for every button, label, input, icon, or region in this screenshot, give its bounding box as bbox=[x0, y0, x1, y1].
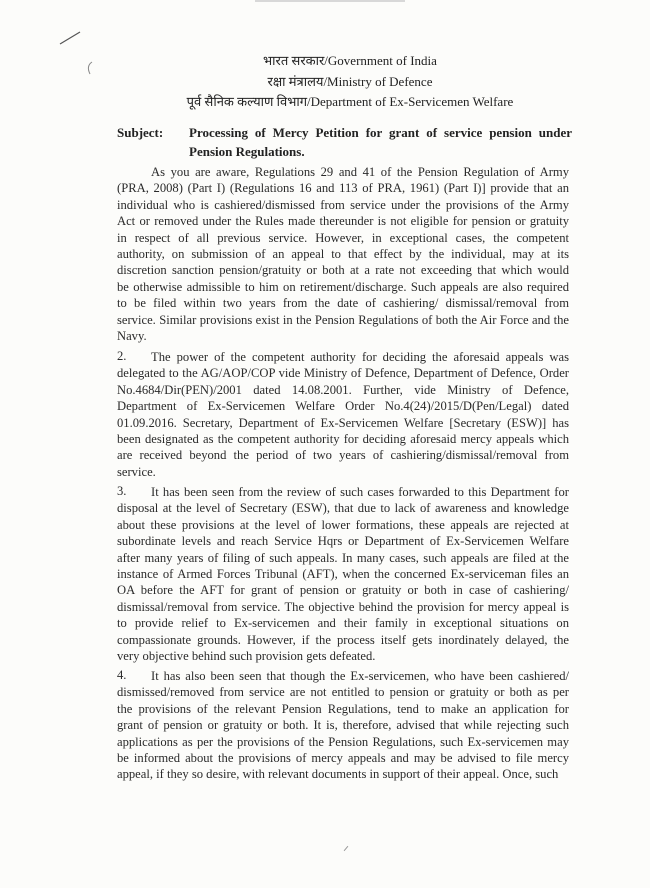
text-line: dismissed/removed from service are not entitled to pension or gratuity or both as per bbox=[117, 685, 569, 700]
text-line: be otherwise admissible to him on retirement/discharge. Such appeals are also required bbox=[117, 279, 569, 294]
text-line: discretion sanction pension/gratuity or both at a rate not exceeding that which would bbox=[117, 263, 569, 278]
paragraph-number: 3. bbox=[117, 484, 127, 498]
subject-text bbox=[189, 125, 572, 163]
text-line: As you are aware, Regulations 29 and 41 of the Pension Regulation of Army bbox=[151, 165, 569, 179]
scan-edge-mark bbox=[255, 0, 405, 2]
scan-speck bbox=[344, 846, 349, 851]
text-line: to be filed within two years from the date of cashiering/ dismissal/removal from bbox=[117, 296, 569, 311]
text-line: It has also been seen that though the Ex-servicemen, who have been cashiered/ bbox=[151, 669, 569, 683]
text-line: delegated to the AG/AOP/COP vide Ministry of Defence, Department of Defence, Order bbox=[117, 366, 569, 381]
text-line: The power of the competent authority for deciding the aforesaid appeals was bbox=[151, 350, 569, 364]
text-line: service. Similar provisions exist in the Pension Regulations of both the Air Force and the bbox=[117, 312, 569, 327]
text-line: applications as per the provisions of the Pension Regulations, such Ex-servicemen may bbox=[117, 734, 569, 749]
text-line: to provide relief to Ex-servicemen and their family in exceptional situations on bbox=[117, 616, 569, 631]
text-line: Navy. bbox=[117, 328, 147, 343]
header-line-government: भारत सरकार/Government of India bbox=[263, 53, 437, 68]
text-line: instance of Armed Forces Tribunal (AFT), when the concerned Ex-serviceman files an bbox=[117, 566, 569, 581]
text-line: individual who is cashiered/dismissed from service under the provisions of the Army bbox=[117, 197, 569, 212]
text-line: 01.09.2016. Secretary, Department of Ex-Servicemen Welfare [Secretary (ESW)] has bbox=[117, 415, 569, 430]
subject-line: Pension Regulations. bbox=[189, 144, 305, 159]
paragraph-4 bbox=[117, 668, 569, 783]
text-line: the provisions of the relevant Pension Regulations, tend to make an application for bbox=[117, 701, 569, 716]
text-line: No.4684/Dir(PEN)/2001 dated 14.08.2001. Further, vide Ministry of Defence, bbox=[117, 382, 569, 397]
text-line: Department of Ex-Servicemen Welfare Order No.4(24)/2015/D(Pen/Legal) dated bbox=[117, 399, 569, 414]
header-line-department: पूर्व सैनिक कल्याण विभाग/Department of Ex-Servicemen Welfare bbox=[186, 94, 514, 109]
text-line: disposal at the level of Secretary (ESW), that due to lack of awareness and knowledge bbox=[117, 501, 569, 516]
header-line-ministry: रक्षा मंत्रालय/Ministry of Defence bbox=[267, 74, 433, 89]
text-line: dismissal/removal from service. The objective behind the provision for mercy appeal is bbox=[117, 599, 569, 614]
text-line: grant of pension or gratuity or both. It is, therefore, advised that while rejecting such bbox=[117, 718, 569, 733]
text-line: be informed about the provisions of mercy appeals and may be advised to file mercy bbox=[117, 750, 569, 765]
paragraph-1 bbox=[117, 164, 569, 344]
paragraph-3 bbox=[117, 484, 569, 664]
text-line: authority, on submission of an appeal to that effect by the individual, may at its bbox=[117, 246, 569, 261]
text-line: are received beyond the period of two years of cashiering/dismissal/removal from bbox=[117, 448, 569, 463]
subject-line: Processing of Mercy Petition for grant of service pension under bbox=[189, 125, 572, 140]
text-line: appeal, if they so desire, with relevant documents in support of their appeal. Once, such bbox=[117, 767, 559, 782]
text-line: OA before the AFT for grant of pension or gratuity or both in case of cashiering/ bbox=[117, 583, 569, 598]
text-line: been designated as the competent authority for deciding aforesaid mercy appeals which bbox=[117, 431, 569, 446]
text-line: (PRA, 2008) (Part I) (Regulations 16 and 113 of PRA, 1961) (Part I)] provide that an bbox=[117, 181, 569, 196]
text-line: after many years of filing of such appeals. In many cases, such appeals are filed at the bbox=[117, 550, 569, 565]
paragraph-2 bbox=[117, 349, 569, 480]
text-line: in respect of all previous service. However, in exceptional cases, the competent bbox=[117, 230, 569, 245]
text-line: compassionate grounds. However, if the process itself gets inordinately delayed, the bbox=[117, 632, 569, 647]
paragraph-number: 4. bbox=[117, 668, 127, 682]
text-line: Act or removed under the Rules made thereunder is not eligible for pension or gratuity bbox=[117, 214, 569, 229]
text-line: about these provisions at the level of lower formations, these appeals are rejected at bbox=[117, 517, 569, 532]
paragraph-number: 2. bbox=[117, 349, 127, 363]
text-line: very objective behind such provision gets defeated. bbox=[117, 648, 376, 663]
text-line: It has been seen from the review of such cases forwarded to this Department for bbox=[151, 485, 569, 499]
text-line: service. bbox=[117, 464, 156, 479]
subject-label: Subject: bbox=[117, 125, 164, 140]
text-line: subordinate levels and reach Service Hqrs or Department of Ex-Servicemen Welfare bbox=[117, 534, 569, 549]
